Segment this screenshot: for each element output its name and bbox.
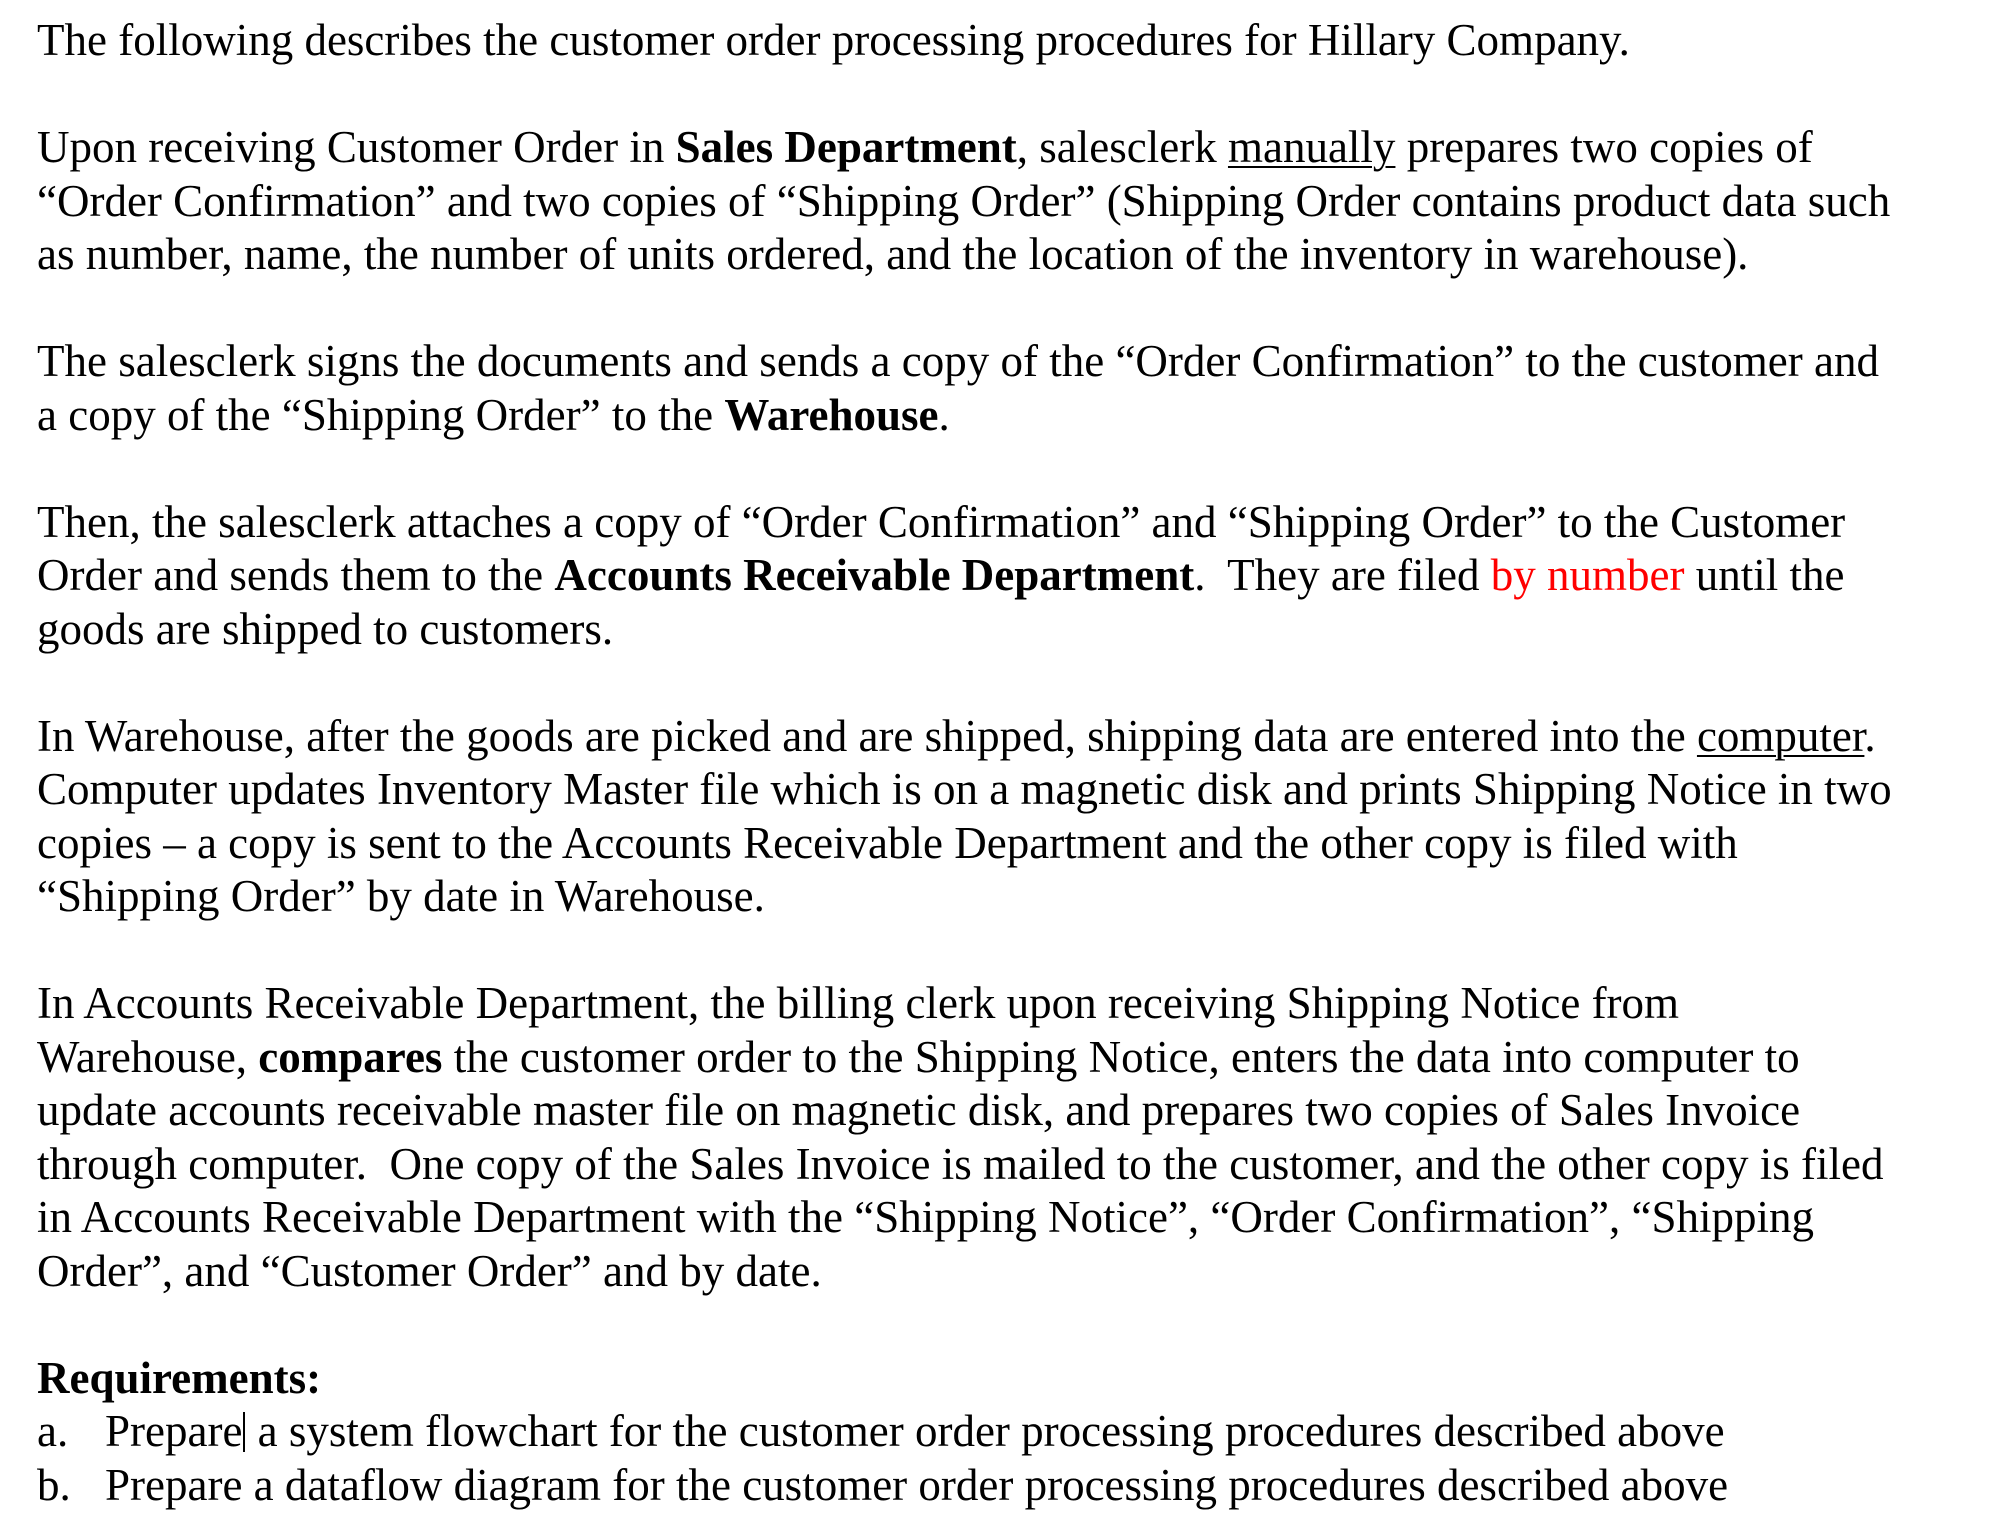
requirements-section bbox=[37, 1352, 1997, 1513]
paragraph-line: “Order Confirmation” and two copies of “Shipping Order” (Shipping Order contains product data such bbox=[37, 175, 1891, 226]
text-run: Prepare bbox=[105, 1406, 243, 1456]
requirement-item bbox=[37, 1459, 1997, 1513]
paragraph-salesclerk-signs bbox=[37, 335, 1997, 442]
paragraph-line: Computer updates Inventory Master file which is on a magnetic disk and prints Shipping Notice in two bbox=[37, 764, 1892, 814]
paragraph-line: as number, name, the number of units ordered, and the location of the inventory in warehouse). bbox=[37, 229, 1749, 279]
list-marker: b. bbox=[37, 1459, 71, 1510]
underlined-term-manually: manually bbox=[1227, 122, 1396, 172]
text-run: until the bbox=[1684, 550, 1845, 600]
text-run: Prepare a dataflow diagram for the customer order processing procedures described above bbox=[105, 1459, 1729, 1510]
text-run: Order and sends them to the bbox=[37, 550, 555, 600]
underlined-term-computer: computer bbox=[1696, 710, 1865, 761]
bold-term-accounts-receivable: Accounts Receivable Department bbox=[554, 550, 1195, 600]
intro-paragraph bbox=[37, 14, 1997, 68]
paragraph-line: “Shipping Order” by date in Warehouse. bbox=[37, 871, 765, 921]
paragraph-line bbox=[37, 710, 1997, 764]
paragraph-line bbox=[37, 389, 1997, 443]
bold-term-warehouse: Warehouse bbox=[724, 389, 939, 440]
text-run: prepares two copies of bbox=[1395, 122, 1813, 172]
paragraph-line: goods are shipped to customers. bbox=[37, 603, 614, 654]
text-run: a copy of the “Shipping Order” to the bbox=[37, 389, 725, 440]
paragraph-line: in Accounts Receivable Department with the “Shipping Notice”, “Order Confirmation”, “Shipping bbox=[37, 1192, 1815, 1242]
bold-term-compares: compares bbox=[258, 1031, 443, 1082]
text-run: , salesclerk bbox=[1016, 122, 1228, 172]
paragraph-line bbox=[37, 1031, 1997, 1085]
list-marker: a. bbox=[37, 1406, 69, 1456]
paragraph-line: Then, the salesclerk attaches a copy of “Order Confirmation” and “Shipping Order” to the Customer bbox=[37, 496, 1846, 547]
red-term-by-number: by number bbox=[1490, 550, 1685, 600]
paragraph-line: through computer. One copy of the Sales Invoice is mailed to the customer, and the other copy is filed bbox=[37, 1138, 1884, 1189]
requirements-heading: Requirements: bbox=[37, 1352, 322, 1403]
paragraph-line: copies – a copy is sent to the Accounts Receivable Department and the other copy is filed with bbox=[37, 817, 1738, 868]
requirement-item bbox=[37, 1405, 1997, 1459]
text-run: Upon receiving Customer Order in bbox=[37, 122, 676, 172]
paragraph-warehouse bbox=[37, 710, 1997, 924]
paragraph-accounts-receivable bbox=[37, 977, 1997, 1298]
paragraph-attaches-copy bbox=[37, 496, 1997, 657]
text-run: In Warehouse, after the goods are picked and are shipped, shipping data are entered into the bbox=[37, 710, 1697, 761]
paragraph-line: update accounts receivable master file on magnetic disk, and prepares two copies of Sales Invoice bbox=[37, 1085, 1801, 1135]
text-run: . They are filed bbox=[1194, 550, 1491, 600]
text-run: . bbox=[938, 389, 950, 440]
paragraph-line bbox=[37, 121, 1997, 175]
paragraph-line bbox=[37, 549, 1997, 603]
text-run: the customer order to the Shipping Notice, enters the data into computer to bbox=[442, 1031, 1800, 1082]
bold-term-sales-department: Sales Department bbox=[675, 122, 1017, 172]
paragraph-sales-department bbox=[37, 121, 1997, 282]
text-run: . bbox=[1864, 710, 1876, 761]
intro-text: The following describes the customer order processing procedures for Hillary Company. bbox=[37, 15, 1630, 65]
paragraph-line: Order”, and “Customer Order” and by date. bbox=[37, 1245, 822, 1296]
text-run: Warehouse, bbox=[37, 1031, 259, 1082]
document-body bbox=[37, 14, 1997, 1512]
paragraph-line: The salesclerk signs the documents and sends a copy of the “Order Confirmation” to the customer and bbox=[37, 336, 1879, 386]
paragraph-line: In Accounts Receivable Department, the billing clerk upon receiving Shipping Notice from bbox=[37, 978, 1680, 1028]
text-run: a system flowchart for the customer order processing procedures described above bbox=[246, 1406, 1725, 1456]
